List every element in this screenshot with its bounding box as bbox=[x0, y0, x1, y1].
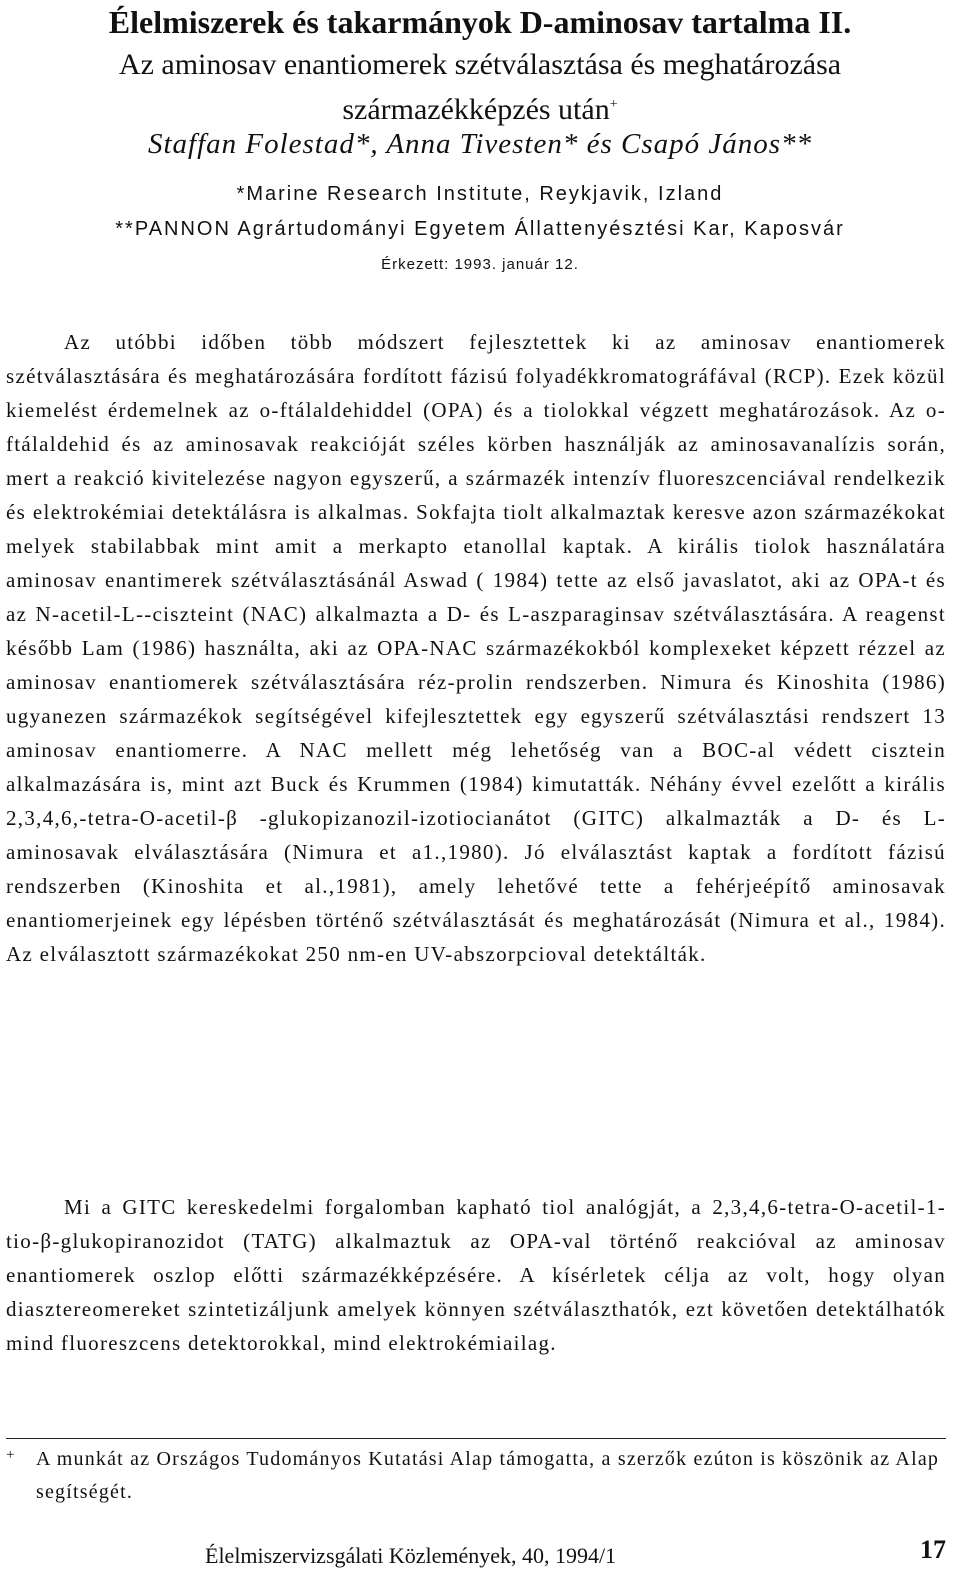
article-subtitle-line1: Az aminosav enantiomerek szétválasztása és meghatározása bbox=[118, 48, 842, 81]
page-number: 17 bbox=[920, 1535, 946, 1564]
footnote-divider bbox=[6, 1438, 946, 1439]
subtitle-text: származékképzés után bbox=[342, 93, 610, 126]
footnote bbox=[6, 1443, 946, 1509]
article-subtitle-line2 bbox=[0, 88, 960, 127]
received-date: Érkezett: 1993. január 12. bbox=[381, 256, 579, 273]
title-footnote-mark: + bbox=[609, 97, 618, 112]
affiliation-1: *Marine Research Institute, Reykjavik, Izland bbox=[236, 183, 724, 205]
journal-footer: Élelmiszervizsgálati Közlemények, 40, 1994/1 bbox=[205, 1543, 617, 1568]
authors: Staffan Folestad*, Anna Tivesten* és Csapó János** bbox=[147, 128, 813, 160]
footnote-mark: + bbox=[6, 1447, 16, 1463]
affiliation-2: **PANNON Agrártudományi Egyetem Állattenyésztési Kar, Kaposvár bbox=[115, 218, 845, 240]
article-title: Élelmiszerek és takarmányok D-aminosav tartalma II. bbox=[108, 4, 852, 40]
body-paragraph-1: Az utóbbi időben több módszert fejlesztettek ki az aminosav enantiomerek szétválasztására és meghatározására fordított fázisú folyadékkromatográfával (RCP). Ezek közül kiemelést érdemelnek az o-ftálaldehiddel (OPA) és a tiolokkal végzett meghatározások. Az o-ftálaldehid és az aminosavak reakcióját széles körben használják az aminosavanalízis során, mert a reakció kivitelezése nagyon egyszerű, a származék intenzív fluoreszcenciával rendelkezik és elektrokémiai detektálásra is alkalmas. Sokfajta tiolt alkalmaztak keresve azon származékokat melyek stabilabbak mint amit a merkapto etanollal kaptak. A királis tiolok használatára aminosav enantimerek szétválasztásánál Aswad ( 1984) tette az első javaslatot, aki az OPA-t és az N-acetil-L--ciszteint (NAC) alkalmazta a D- és L-aszparaginsav szétválasztására. A reagenst később Lam (1986) használta, aki az OPA-NAC származékokból komplexeket képzett rézzel az aminosav enantiomerek szétválasztására réz-prolin rendszerben. Nimura és Kinoshita (1986) ugyanezen származékok segítségével kifejlesztettek egy egyszerű szétválasztási rendszert 13 aminosav enantiomerre. A NAC mellett még lehetőség van a BOC-al védett cisztein alkalmazására is, mint azt Buck és Krummen (1984) kimutatták. Néhány évvel ezelőtt a királis 2,3,4,6,-tetra-O-acetil-β -glukopizanozil-izotiocianátot (GITC) alkalmazták a D- és L-aminosavak elválasztására (Nimura et a1.,1980). Jó elválasztást kaptak a fordított fázisú rendszerben (Kinoshita et al.,1981), amely lehetővé tette a fehérjeépítő aminosavak enantiomerjeinek egy lépésben történő szétválasztását és meghatározását (Nimura et al., 1984). Az elválasztott származékokat 250 nm-en UV-abszorpcioval detektálták. bbox=[6, 330, 946, 966]
body-paragraph-2: Mi a GITC kereskedelmi forgalomban kapható tiol analógját, a 2,3,4,6-tetra-O-acetil-1-tio-β-glukopiranozidot (TATG) alkalmaztuk az OPA-val történő reakcióval az aminosav enantiomerek oszlop előtti származékképzésére. A kísérletek célja az volt, hogy olyan diasztereomereket szintetizáljunk amelyek könnyen szétválaszthatók, ezt követően detektálhatók mind fluoreszcens detektorokkal, mind elektrokémiailag. bbox=[6, 1195, 946, 1355]
footnote-text: A munkát az Országos Tudományos Kutatási Alap támogatta, a szerzők ezúton is köszönik az Alap segítségét. bbox=[36, 1448, 940, 1503]
